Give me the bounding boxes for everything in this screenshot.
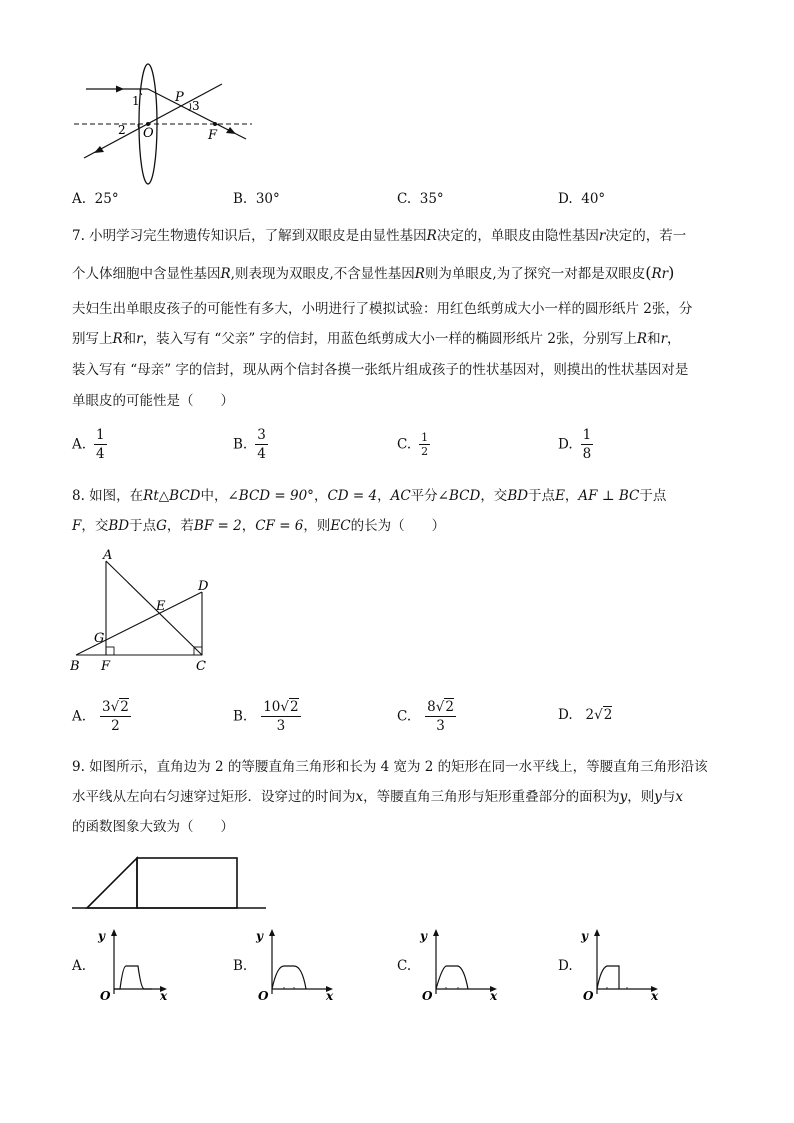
axis-label-o: O <box>100 989 111 1002</box>
option-letter: D. <box>558 436 573 453</box>
q7-text: 单眼皮的可能性是（ ） <box>72 393 234 409</box>
q9-option-a[interactable] <box>72 958 86 974</box>
label-O: O <box>143 126 154 141</box>
numerator: 8√2 <box>427 699 454 715</box>
math: x <box>675 789 684 805</box>
math: BD <box>108 518 130 534</box>
q9-line-1 <box>72 755 732 775</box>
q6-option-d[interactable] <box>558 191 605 207</box>
q9-text: 水平线从左向右匀速穿过矩形．设穿过的时间为 <box>72 789 356 805</box>
q7-option-b[interactable] <box>233 426 268 463</box>
q9-line-3 <box>72 815 732 835</box>
option-letter: A. <box>72 958 87 974</box>
label-D: D <box>198 579 209 594</box>
graph-d <box>575 926 665 1002</box>
curve-b <box>272 966 306 989</box>
arrow-head-1 <box>116 86 124 93</box>
denominator: 3 <box>276 718 286 734</box>
q7-text: 则为单眼皮,为了探究一对都是双眼皮 <box>424 266 646 282</box>
ray-center <box>84 84 222 158</box>
q8-text: ，交 <box>480 488 508 504</box>
axis-label-o: O <box>422 989 433 1002</box>
q9-text: ，等腰直角三角形与矩形重叠部分的面积为 <box>363 789 620 805</box>
option-letter: D. <box>558 707 573 723</box>
math: y <box>619 789 628 805</box>
math: AF ⊥ BC <box>578 488 640 504</box>
label-F: F <box>208 128 218 143</box>
fraction <box>100 698 131 735</box>
q7-line-1 <box>72 224 732 244</box>
q8-text: 的长为（ ） <box>350 518 446 534</box>
q7-line-6 <box>72 389 732 409</box>
math: E <box>555 488 565 504</box>
q7-text: ，装入写有 “父亲” 字的信封，用蓝色纸剪成大小一样的椭圆形纸片 2张，分别写上 <box>142 331 637 347</box>
q9-option-c[interactable] <box>397 958 411 974</box>
option-letter: B. <box>233 191 248 207</box>
q8-text: ，交 <box>81 518 109 534</box>
fraction <box>255 426 268 463</box>
q9-text: 的函数图象大致为（ ） <box>72 819 234 835</box>
q7-line-3 <box>72 297 732 317</box>
coefficient: 10 <box>263 699 281 715</box>
arrow-head-3 <box>94 146 104 153</box>
option-letter: C. <box>397 958 412 974</box>
q9-line-2 <box>72 785 732 805</box>
axis-label-x: x <box>651 989 659 1002</box>
math: BD <box>507 488 529 504</box>
q7-text: 决定的，若一 <box>605 228 687 244</box>
option-text: 25° <box>94 191 119 207</box>
var-R: R <box>414 266 425 282</box>
q7-text: 个人体细胞中含显性基因 <box>72 266 221 282</box>
label-A: A <box>103 548 113 563</box>
y-arrow <box>594 929 600 936</box>
math: ∠BCD <box>437 488 481 504</box>
q7-line-4 <box>72 327 732 347</box>
q8-text: ，则 <box>303 518 331 534</box>
var-Rr: Rr <box>651 266 669 282</box>
option-letter: C. <box>397 436 412 453</box>
q7-text: 7. 小明学习完生物遗传知识后，了解到双眼皮是由显性基因 <box>72 228 427 244</box>
q8-text: 8. 如图，在 <box>72 488 144 504</box>
label-P: P <box>175 90 184 105</box>
q6-option-b[interactable] <box>233 191 280 207</box>
option-letter: B. <box>233 436 248 453</box>
q8-line-1 <box>72 484 732 504</box>
denominator: 4 <box>257 446 266 462</box>
math: F <box>72 518 82 534</box>
q8-text: 于点 <box>129 518 157 534</box>
q7-option-a[interactable] <box>72 426 107 463</box>
numerator: 3 <box>257 427 266 443</box>
numerator: 1 <box>582 427 592 443</box>
fraction <box>261 698 300 735</box>
q7-text: 决定的，单眼皮由隐性基因 <box>436 228 599 244</box>
math: CF = 6 <box>255 518 304 534</box>
q8-option-d[interactable]: D. 2√2 <box>558 707 613 723</box>
numerator: 1 <box>96 427 105 443</box>
option-text: 35° <box>419 191 444 207</box>
label-angle-2: 2 <box>118 123 126 137</box>
y-arrow <box>433 929 439 936</box>
axis-label-y: y <box>420 929 427 943</box>
label-angle-3: 3 <box>192 99 200 113</box>
axis-label-y: y <box>98 929 105 943</box>
denominator: 4 <box>96 446 105 462</box>
q8-text: 于点 <box>528 488 556 504</box>
triangle-figure <box>70 546 220 676</box>
rectangle <box>137 858 237 908</box>
q8-option-b[interactable] <box>233 698 301 735</box>
graph-c <box>414 926 504 1002</box>
numerator: 3√2 <box>102 699 129 715</box>
option-letter: D. <box>558 191 573 207</box>
triangle-rectangle-figure <box>70 852 270 914</box>
denominator: 2 <box>111 718 120 734</box>
var-r: r <box>660 331 668 347</box>
axis-label-y: y <box>581 929 588 943</box>
math: ∠BCD = 90° <box>227 488 314 504</box>
q9-option-d[interactable] <box>558 958 573 974</box>
var-R: R <box>426 228 437 244</box>
axis-label-y: y <box>256 929 263 943</box>
math: G <box>156 518 167 534</box>
q8-option-a[interactable] <box>72 698 131 735</box>
graph-a <box>92 926 172 1002</box>
right-angle-F <box>106 647 114 655</box>
coefficient: 8 <box>427 699 436 715</box>
math: x <box>355 789 364 805</box>
coefficient: 2 <box>585 707 595 723</box>
option-letter: A. <box>72 436 87 453</box>
y-arrow <box>269 929 275 936</box>
math: Rt△BCD <box>143 488 201 504</box>
q8-option-c[interactable] <box>397 698 456 735</box>
radicand: 2 <box>445 699 454 715</box>
q8-line-2 <box>72 514 732 534</box>
label-angle-1: 1 <box>132 94 140 108</box>
segment-AC <box>106 561 202 655</box>
isosceles-right-triangle <box>87 858 137 908</box>
axis-label-o: O <box>258 989 269 1002</box>
curve-a <box>114 966 152 989</box>
q6-option-c[interactable] <box>397 191 444 207</box>
point-F <box>213 122 217 126</box>
q7-line-2: 个人体细胞中含显性基因R,则表现为双眼皮,不含显性基因R则为单眼皮,为了探究一对都是双眼皮(Rr) <box>72 263 675 282</box>
q7-line-5 <box>72 358 732 378</box>
q9-text: 9. 如图所示，直角边为 2 的等腰直角三角形和长为 4 宽为 2 的矩形在同一水平线上，等腰直角三角形沿该 <box>72 759 708 775</box>
option-letter: C. <box>397 708 412 725</box>
numerator: 1 <box>421 431 429 444</box>
q9-text: ，则 <box>627 789 655 805</box>
denominator: 3 <box>436 718 445 734</box>
label-F: F <box>101 659 111 674</box>
graph-b <box>250 926 340 1002</box>
radicand: 2 <box>290 699 299 715</box>
option-letter: D. <box>558 958 573 974</box>
math: BF = 2 <box>193 518 242 534</box>
option-letter: B. <box>233 958 248 974</box>
label-E: E <box>156 599 166 614</box>
curve-d <box>597 966 619 989</box>
axis-label-x: x <box>160 989 168 1002</box>
q7-option-d[interactable] <box>558 426 593 463</box>
axis-label-x: x <box>490 989 498 1002</box>
var-r: r <box>598 228 606 244</box>
denominator: 2 <box>421 445 429 458</box>
q8-text: ， <box>241 518 256 534</box>
var-R: R <box>636 331 648 347</box>
var-r: r <box>136 331 143 347</box>
q8-text: ， <box>564 488 579 504</box>
q9-text: 与 <box>661 789 676 805</box>
q8-text: 于点 <box>639 488 667 504</box>
q7-text: 别写上 <box>72 331 113 347</box>
q8-text: 中， <box>200 488 228 504</box>
fraction <box>94 426 107 463</box>
fraction <box>419 431 430 458</box>
q8-text: ，若 <box>166 518 194 534</box>
var-R: R <box>112 331 123 347</box>
q7-text: 夫妇生出单眼皮孩子的可能性有多大，小明进行了模拟试验：用红色纸剪成大小一样的圆形纸片 2张，分 <box>72 301 693 317</box>
q7-text: ,则表现为双眼皮,不含显性基因 <box>230 266 415 282</box>
fraction <box>581 426 594 463</box>
option-text: 30° <box>255 191 280 207</box>
math: y <box>654 789 662 805</box>
option-text: 40° <box>581 191 606 207</box>
q8-text: ， <box>377 488 391 504</box>
denominator: 8 <box>582 446 592 462</box>
coefficient: 3 <box>102 699 111 715</box>
curve-c <box>436 966 468 989</box>
math: CD = 4 <box>327 488 378 504</box>
arrow-head-2 <box>226 127 236 134</box>
q7-text: 和 <box>122 331 137 347</box>
axis-label-x: x <box>326 989 334 1002</box>
option-letter: C. <box>397 191 412 207</box>
q6-option-a[interactable] <box>72 191 119 207</box>
fraction <box>425 698 456 735</box>
label-C: C <box>196 659 206 674</box>
math: EC <box>330 518 351 534</box>
label-G: G <box>94 631 105 646</box>
radicand: 2 <box>120 699 129 715</box>
q8-text: 平分 <box>410 488 438 504</box>
var-R: R <box>220 266 231 282</box>
option-letter: A. <box>72 191 87 207</box>
q7-option-c[interactable] <box>397 431 430 458</box>
radicand: 2 <box>603 707 613 723</box>
option-letter: B. <box>233 708 248 725</box>
lens-figure <box>70 58 260 188</box>
q7-text: ， <box>667 331 681 347</box>
q8-text: ， <box>313 488 328 504</box>
q9-option-b[interactable] <box>233 958 247 974</box>
math: AC <box>390 488 411 504</box>
axis-label-o: O <box>583 989 594 1002</box>
y-arrow <box>111 929 117 936</box>
label-B: B <box>70 659 80 674</box>
option-letter: A. <box>72 708 87 725</box>
q7-text: 和 <box>647 331 661 347</box>
q7-text: 装入写有 “母亲” 字的信封，现从两个信封各摸一张纸片组成孩子的性状基因对，则摸出的性状基因对是 <box>72 362 689 378</box>
numerator: 10√2 <box>263 699 299 715</box>
